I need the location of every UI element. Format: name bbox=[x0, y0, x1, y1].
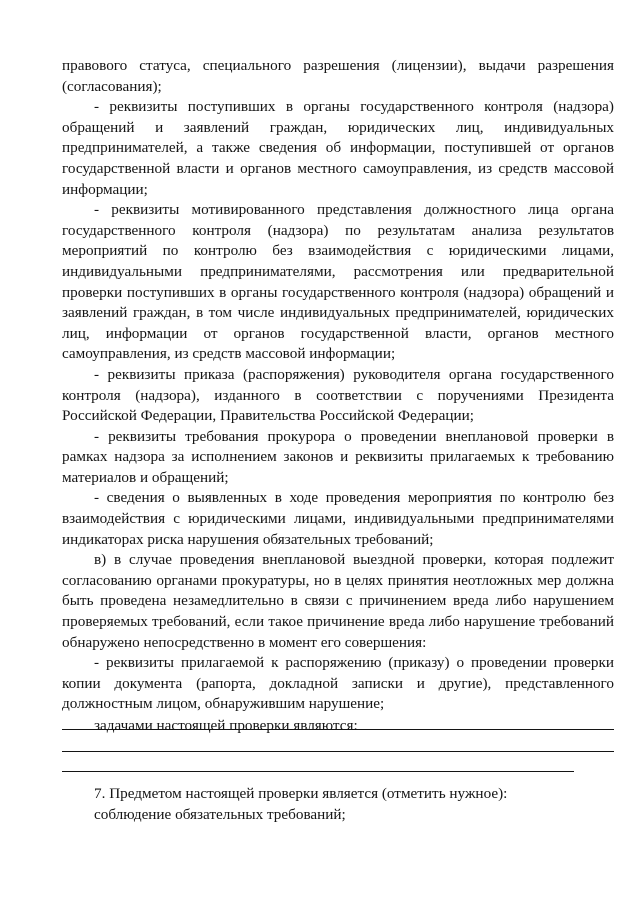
paragraph-motivated-submission: - реквизиты мотивированного представления должностного лица органа государственного контроля (надзора) по результатам анализа результатов мероприятий по контролю без взаимодействия с юридическими лицами, индивидуальными предпринимателями, рассмотрения или предварительной проверки поступивших в органы государственного контроля (надзора) обращений и заявлений граждан, в том числе индивидуальных предпринимателей, юридических лиц, информации от органов государственной власти, органов местного самоуправления, из средств массовой информации; bbox=[62, 201, 614, 363]
fill-line-3[interactable] bbox=[62, 771, 574, 772]
paragraph-appeals: - реквизиты поступивших в органы государственного контроля (надзора) обращений и заявлений граждан, юридических лиц, индивидуальных предпринимателей, а также сведения об информации, поступившей от органов государственной власти и органов местного самоуправления, из средств массовой информации; bbox=[62, 98, 614, 198]
section-7-item-compliance: соблюдение обязательных требований; bbox=[94, 805, 346, 823]
paragraph-attached-document: - реквизиты прилагаемой к распоряжению (приказу) о проведении проверки копии документа (рапорта, докладной записки и другие), представленного должностным лицом, обнаружившим нарушение; bbox=[62, 654, 614, 713]
paragraph-legal-status: правового статуса, специального разрешения (лицензии), выдачи разрешения (согласования); bbox=[62, 57, 614, 95]
fill-line-2[interactable] bbox=[62, 751, 614, 752]
tasks-fill-field[interactable] bbox=[360, 715, 596, 730]
paragraph-unscheduled-inspection: в) в случае проведения внеплановой выездной проверки, которая подлежит согласованию органами прокуратуры, но в целях принятия неотложных мер должна быть проведена незамедлительно в связи с причинением вреда либо нарушением проверяемых требований, если такое причинение вреда либо нарушение требований обнаружено непосредственно в момент его совершения: bbox=[62, 551, 614, 651]
section-7 bbox=[94, 784, 614, 825]
paragraph-order: - реквизиты приказа (распоряжения) руководителя органа государственного контроля (надзора), изданного в соответствии с поручениями Президента Российской Федерации, Правительства Российской Федерации; bbox=[62, 365, 614, 425]
tasks-line bbox=[62, 715, 614, 736]
document-body bbox=[62, 56, 614, 736]
fill-line-1[interactable] bbox=[62, 729, 614, 730]
tasks-label: задачами настоящей проверки являются: bbox=[94, 717, 358, 734]
section-7-heading: 7. Предметом настоящей проверки является (отметить нужное): bbox=[94, 785, 508, 802]
paragraph-prosecutor: - реквизиты требования прокурора о проведении внеплановой проверки в рамках надзора за исполнением законов и реквизиты прилагаемых к требованию материалов и обращений; bbox=[62, 427, 614, 486]
paragraph-risk-indicators: - сведения о выявленных в ходе проведения мероприятия по контролю без взаимодействия с юридическими лицами, индивидуальными предпринимателями индикаторах риска нарушения обязательных требований; bbox=[62, 489, 614, 548]
